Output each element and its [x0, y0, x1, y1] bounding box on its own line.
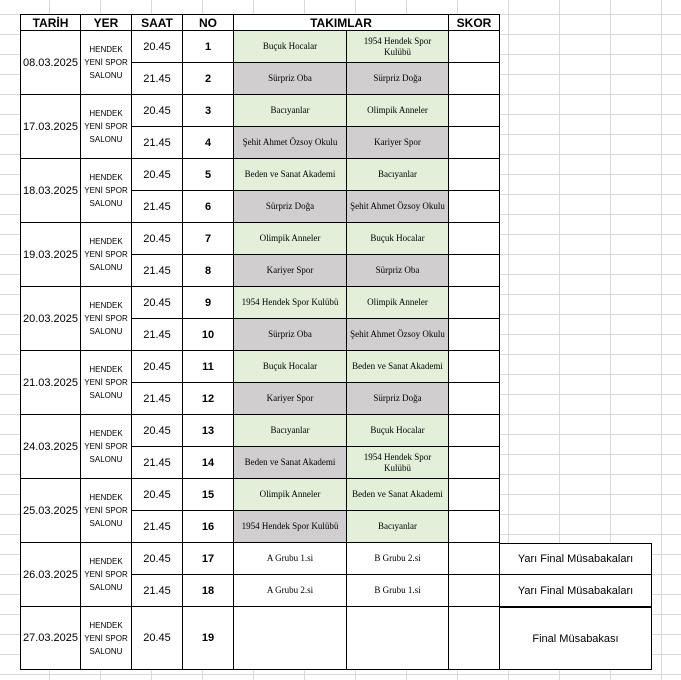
away-team-cell[interactable]: Bacıyanlar	[347, 511, 449, 543]
score-cell[interactable]	[449, 319, 500, 351]
away-team-cell[interactable]: Sürpriz Oba	[347, 255, 449, 287]
home-team-cell[interactable]: Buçuk Hocalar	[234, 351, 347, 383]
venue-cell[interactable]: HENDEK YENİ SPOR SALONU	[81, 351, 132, 415]
match-no-cell[interactable]: 4	[183, 127, 234, 159]
venue-cell[interactable]: HENDEK YENİ SPOR SALONU	[81, 31, 132, 95]
date-cell[interactable]: 18.03.2025	[20, 159, 81, 223]
date-cell[interactable]: 20.03.2025	[20, 287, 81, 351]
away-team-cell[interactable]: Sürpriz Doğa	[347, 63, 449, 95]
home-team-cell[interactable]: Kariyer Spor	[234, 383, 347, 415]
date-cell[interactable]: 24.03.2025	[20, 415, 81, 479]
header-time[interactable]: SAAT	[132, 14, 183, 31]
round-note-cell[interactable]: Final Müsabakası	[500, 607, 652, 670]
venue-cell[interactable]: HENDEK YENİ SPOR SALONU	[81, 287, 132, 351]
away-team-cell[interactable]: Sürpriz Doğa	[347, 383, 449, 415]
match-no-cell[interactable]: 17	[183, 543, 234, 575]
round-note-cell[interactable]: Yarı Final Müsabakaları	[500, 543, 652, 575]
match-no-cell[interactable]: 2	[183, 63, 234, 95]
time-cell[interactable]: 20.45	[132, 351, 183, 383]
home-team-cell[interactable]: Beden ve Sanat Akademi	[234, 159, 347, 191]
home-team-cell[interactable]: Sürpriz Oba	[234, 63, 347, 95]
match-no-cell[interactable]: 1	[183, 31, 234, 63]
score-cell[interactable]	[449, 255, 500, 287]
match-no-cell[interactable]: 3	[183, 95, 234, 127]
score-cell[interactable]	[449, 511, 500, 543]
score-cell[interactable]	[449, 383, 500, 415]
away-team-cell[interactable]: Bacıyanlar	[347, 159, 449, 191]
time-cell[interactable]: 21.45	[132, 191, 183, 223]
match-no-cell[interactable]: 6	[183, 191, 234, 223]
date-cell[interactable]: 21.03.2025	[20, 351, 81, 415]
match-no-cell[interactable]: 19	[183, 607, 234, 670]
venue-cell[interactable]: HENDEK YENİ SPOR SALONU	[81, 223, 132, 287]
home-team-cell[interactable]: Bacıyanlar	[234, 415, 347, 447]
header-venue[interactable]: YER	[81, 14, 132, 31]
match-no-cell[interactable]: 12	[183, 383, 234, 415]
match-no-cell[interactable]: 9	[183, 287, 234, 319]
date-cell[interactable]: 26.03.2025	[20, 543, 81, 607]
header-no[interactable]: NO	[183, 14, 234, 31]
home-team-cell[interactable]	[234, 607, 347, 670]
away-team-cell[interactable]: Kariyer Spor	[347, 127, 449, 159]
time-cell[interactable]: 20.45	[132, 31, 183, 63]
time-cell[interactable]: 21.45	[132, 63, 183, 95]
away-team-cell[interactable]: Olimpik Anneler	[347, 95, 449, 127]
home-team-cell[interactable]: Beden ve Sanat Akademi	[234, 447, 347, 479]
home-team-cell[interactable]: 1954 Hendek Spor Kulübü	[234, 511, 347, 543]
match-no-cell[interactable]: 13	[183, 415, 234, 447]
home-team-cell[interactable]: Sürpriz Oba	[234, 319, 347, 351]
home-team-cell[interactable]: Sürpriz Doğa	[234, 191, 347, 223]
away-team-cell[interactable]: B Grubu 1.si	[347, 575, 449, 607]
away-team-cell[interactable]	[347, 607, 449, 670]
match-no-cell[interactable]: 5	[183, 159, 234, 191]
score-cell[interactable]	[449, 31, 500, 63]
time-cell[interactable]: 21.45	[132, 511, 183, 543]
score-cell[interactable]	[449, 159, 500, 191]
match-no-cell[interactable]: 11	[183, 351, 234, 383]
score-cell[interactable]	[449, 575, 500, 607]
time-cell[interactable]: 21.45	[132, 319, 183, 351]
match-no-cell[interactable]: 8	[183, 255, 234, 287]
score-cell[interactable]	[449, 447, 500, 479]
score-cell[interactable]	[449, 479, 500, 511]
away-team-cell[interactable]: 1954 Hendek Spor Kulübü	[347, 31, 449, 63]
time-cell[interactable]: 20.45	[132, 287, 183, 319]
score-cell[interactable]	[449, 351, 500, 383]
venue-cell[interactable]: HENDEK YENİ SPOR SALONU	[81, 159, 132, 223]
date-cell[interactable]: 08.03.2025	[20, 31, 81, 95]
home-team-cell[interactable]: Kariyer Spor	[234, 255, 347, 287]
round-note-cell[interactable]: Yarı Final Müsabakaları	[500, 575, 652, 607]
time-cell[interactable]: 21.45	[132, 383, 183, 415]
time-cell[interactable]: 20.45	[132, 159, 183, 191]
score-cell[interactable]	[449, 287, 500, 319]
time-cell[interactable]: 21.45	[132, 255, 183, 287]
time-cell[interactable]: 20.45	[132, 543, 183, 575]
header-date[interactable]: TARİH	[20, 14, 81, 31]
home-team-cell[interactable]: Olimpik Anneler	[234, 223, 347, 255]
away-team-cell[interactable]: Şehit Ahmet Özsoy Okulu	[347, 191, 449, 223]
away-team-cell[interactable]: Olimpik Anneler	[347, 287, 449, 319]
away-team-cell[interactable]: Buçuk Hocalar	[347, 415, 449, 447]
date-cell[interactable]: 25.03.2025	[20, 479, 81, 543]
time-cell[interactable]: 21.45	[132, 127, 183, 159]
score-cell[interactable]	[449, 415, 500, 447]
time-cell[interactable]: 20.45	[132, 607, 183, 670]
time-cell[interactable]: 21.45	[132, 447, 183, 479]
match-no-cell[interactable]: 14	[183, 447, 234, 479]
date-cell[interactable]: 17.03.2025	[20, 95, 81, 159]
time-cell[interactable]: 20.45	[132, 223, 183, 255]
home-team-cell[interactable]: Bacıyanlar	[234, 95, 347, 127]
score-cell[interactable]	[449, 223, 500, 255]
score-cell[interactable]	[449, 607, 500, 670]
match-no-cell[interactable]: 10	[183, 319, 234, 351]
venue-cell[interactable]: HENDEK YENİ SPOR SALONU	[81, 543, 132, 607]
time-cell[interactable]: 21.45	[132, 575, 183, 607]
score-cell[interactable]	[449, 63, 500, 95]
date-cell[interactable]: 27.03.2025	[20, 607, 81, 670]
venue-cell[interactable]: HENDEK YENİ SPOR SALONU	[81, 95, 132, 159]
match-no-cell[interactable]: 15	[183, 479, 234, 511]
time-cell[interactable]: 20.45	[132, 95, 183, 127]
away-team-cell[interactable]: B Grubu 2.si	[347, 543, 449, 575]
home-team-cell[interactable]: Buçuk Hocalar	[234, 31, 347, 63]
home-team-cell[interactable]: Olimpik Anneler	[234, 479, 347, 511]
home-team-cell[interactable]: 1954 Hendek Spor Kulübü	[234, 287, 347, 319]
venue-cell[interactable]: HENDEK YENİ SPOR SALONU	[81, 415, 132, 479]
header-score[interactable]: SKOR	[449, 14, 500, 31]
score-cell[interactable]	[449, 543, 500, 575]
match-no-cell[interactable]: 7	[183, 223, 234, 255]
match-no-cell[interactable]: 18	[183, 575, 234, 607]
away-team-cell[interactable]: Beden ve Sanat Akademi	[347, 479, 449, 511]
time-cell[interactable]: 20.45	[132, 479, 183, 511]
score-cell[interactable]	[449, 191, 500, 223]
home-team-cell[interactable]: A Grubu 1.si	[234, 543, 347, 575]
venue-cell[interactable]: HENDEK YENİ SPOR SALONU	[81, 479, 132, 543]
home-team-cell[interactable]: Şehit Ahmet Özsoy Okulu	[234, 127, 347, 159]
away-team-cell[interactable]: Buçuk Hocalar	[347, 223, 449, 255]
match-no-cell[interactable]: 16	[183, 511, 234, 543]
venue-cell[interactable]: HENDEK YENİ SPOR SALONU	[81, 607, 132, 670]
score-cell[interactable]	[449, 95, 500, 127]
time-cell[interactable]: 20.45	[132, 415, 183, 447]
home-team-cell[interactable]: A Grubu 2.si	[234, 575, 347, 607]
score-cell[interactable]	[449, 127, 500, 159]
header-teams[interactable]: TAKIMLAR	[234, 14, 449, 31]
away-team-cell[interactable]: Şehit Ahmet Özsoy Okulu	[347, 319, 449, 351]
date-cell[interactable]: 19.03.2025	[20, 223, 81, 287]
away-team-cell[interactable]: 1954 Hendek Spor Kulübü	[347, 447, 449, 479]
away-team-cell[interactable]: Beden ve Sanat Akademi	[347, 351, 449, 383]
